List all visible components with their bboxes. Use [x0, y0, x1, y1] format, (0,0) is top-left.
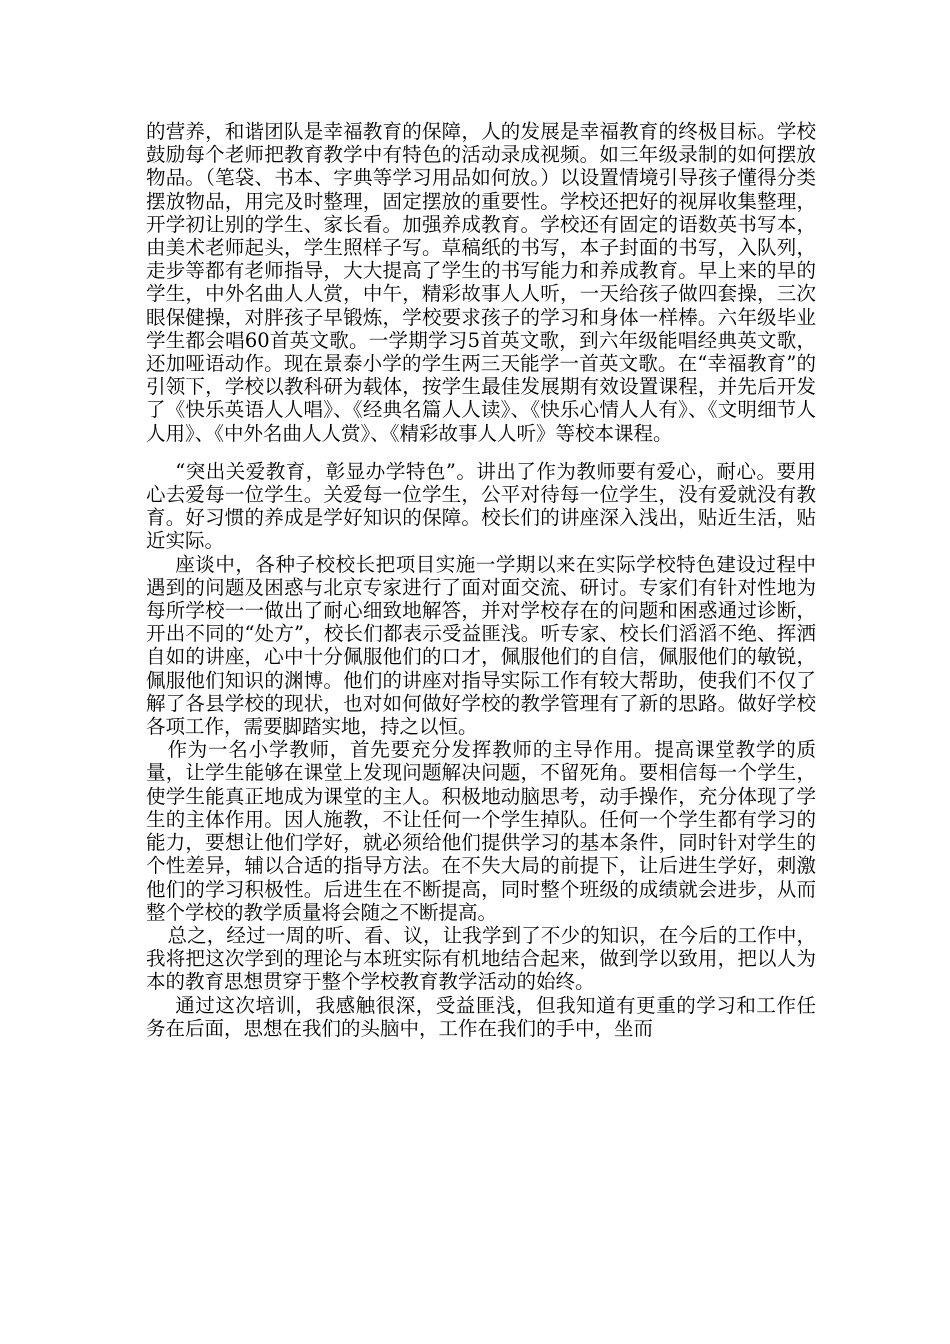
- paragraph-symposium: 座谈中，各种子校校长把项目实施一学期以来在实际学校特色建设过程中遇到的问题及困惑与北京专家进行了面对面交流、研讨。专家们有针对性地为每所学校一一做出了耐心细致地解答，并对学校存在的问题和困惑通过诊断，开出不同的“处方”，校长们都表示受益匪浅。听专家、校长们滔滔不绝、挥洒自如的讲座，心中十分佩服他们的口才，佩服他们的自信，佩服他们的敏锐，佩服他们知识的渊博。他们的讲座对指导实际工作有较大帮助，使我们不仅了解了各县学校的现状，也对如何做好学校的教学管理有了新的思路。做好学校各项工作，需要脚踏实地，持之以恒。: [146, 552, 816, 739]
- paragraph-teacher-role: 作为一名小学教师，首先要充分发挥教师的主导作用。提高课堂教学的质量，让学生能够在课堂上发现问题解决问题，不留死角。要相信每一个学生，使学生能真正地成为课堂的主人。积极地动脑思考，动手操作，充分体现了学生的主体作用。因人施教，不让任何一个学生掉队。任何一个学生都有学习的能力，要想让他们学好，就必须给他们提供学习的基本条件，同时针对学生的个性差异，辅以合适的指导方法。在不失大局的前提下，让后进生学好，刺激他们的学习积极性。后进生在不断提高，同时整个班级的成绩就会进步，从而整个学校的教学质量将会随之不断提高。: [146, 738, 816, 924]
- paragraph-summary: 总之，经过一周的听、看、议，让我学到了不少的知识，在今后的工作中，我将把这次学到的理论与本班实际有机地结合起来，做到学以致用，把以人为本的教育思想贯穿于整个学校教育教学活动的始终。: [146, 923, 816, 994]
- paragraph-school-happiness-education: 的营养，和谐团队是幸福教育的保障，人的发展是幸福教育的终极目标。学校鼓励每个老师把教育教学中有特色的活动录成视频。如三年级录制的如何摆放物品。（笔袋、书本、字典等学习用品如何放。）以设置情境引导孩子懂得分类摆放物品，用完及时整理，固定摆放的重要性。学校还把好的视屏收集整理，开学初让别的学生、家长看。加强养成教育。学校还有固定的语数英书写本，由美术老师起头，学生照样子写。草稿纸的书写，本子封面的书写，入队列，走步等都有老师指导，大大提高了学生的书写能力和养成教育。早上来的早的学生，中外名曲人人赏，中午，精彩故事人人听，一天给孩子做四套操，三次眼保健操，对胖孩子早锻炼，学校要求孩子的学习和身体一样棒。六年级毕业学生都会唱60首英文歌。一学期学习5首英文歌，到六年级能唱经典英文歌，还加哑语动作。现在景泰小学的学生两三天能学一首英文歌。在“幸福教育”的引领下，学校以教科研为载体，按学生最佳发展期有效设置课程，并先后开发了《快乐英语人人唱》、《经典名篇人人读》、《快乐心情人人有》、《文明细节人人用》、《中外名曲人人赏》、《精彩故事人人听》等校本课程。: [146, 120, 816, 445]
- paragraph-caring-education: “突出关爱教育，彰显办学特色”。讲出了作为教师要有爱心，耐心。要用心去爱每一位学生。关爱每一位学生，公平对待每一位学生，没有爱就没有教育。好习惯的养成是学好知识的保障。校长们的讲座深入浅出，贴近生活，贴近实际。: [146, 459, 816, 553]
- paragraph-training-reflection: 通过这次培训，我感触很深，受益匪浅，但我知道有更重的学习和工作任务在后面，思想在我们的头脑中，工作在我们的手中，坐而: [146, 993, 816, 1040]
- document-body: [146, 120, 816, 1040]
